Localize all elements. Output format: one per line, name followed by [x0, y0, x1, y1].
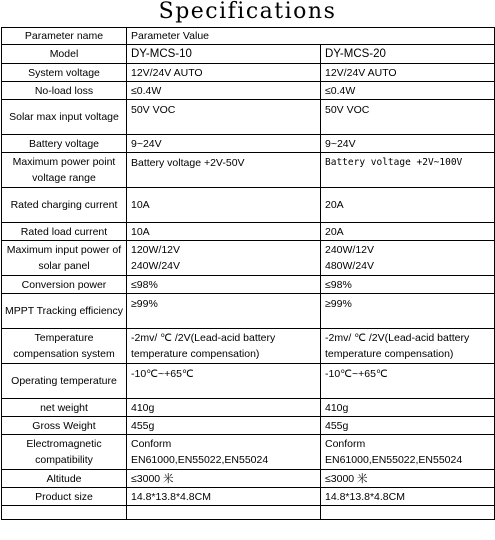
cell-value: ≤3000 米: [127, 470, 321, 488]
cell-value: 455g: [127, 417, 321, 435]
row-label: Solar max input voltage: [2, 100, 127, 135]
row-label: net weight: [2, 399, 127, 417]
header-parameter-value: Parameter Value: [127, 28, 495, 45]
table-row: [2, 100, 495, 135]
row-label: Altitude: [2, 470, 127, 488]
table-row: [2, 82, 495, 100]
cell-value: 9~24V: [127, 135, 321, 153]
cell-value: 20A: [321, 188, 495, 223]
cell-value: [321, 241, 495, 276]
spec-table: [1, 27, 495, 520]
table-row: [2, 435, 495, 470]
cell-value: ≥99%: [321, 294, 495, 329]
table-row: [2, 470, 495, 488]
cell-line: 240W/12V: [325, 244, 375, 256]
cell-value: 12V/24V AUTO: [127, 64, 321, 82]
cell-value: 455g: [321, 417, 495, 435]
table-row: [2, 153, 495, 188]
cell-line: Conform: [131, 438, 172, 450]
row-label: Model: [2, 45, 127, 64]
row-label: Gross Weight: [2, 417, 127, 435]
page-title: Specifications: [158, 0, 337, 24]
cell-value: 10A: [127, 188, 321, 223]
row-label: System voltage: [2, 64, 127, 82]
row-label: MPPT Tracking efficiency: [2, 294, 127, 329]
cell-value: ≤0.4W: [321, 82, 495, 100]
row-label: Battery voltage: [2, 135, 127, 153]
table-row: [2, 223, 495, 241]
row-label: Rated load current: [2, 223, 127, 241]
cell-line: 480W/24V: [325, 260, 375, 272]
cell-value: 20A: [321, 223, 495, 241]
row-label: Operating temperature: [2, 364, 127, 399]
cell-value: [127, 329, 321, 364]
cell-value: -10℃~+65℃: [127, 364, 321, 399]
cell-line: Conform: [325, 438, 366, 450]
cell-value: 50V VOC: [321, 100, 495, 135]
cell-value: 14.8*13.8*4.8CM: [321, 488, 495, 506]
cell-value: 10A: [127, 223, 321, 241]
table-row: [2, 294, 495, 329]
cell-value: -10℃~+65℃: [321, 364, 495, 399]
cell-value: 12V/24V AUTO: [321, 64, 495, 82]
table-row: [2, 276, 495, 294]
cell-value: 50V VOC: [127, 100, 321, 135]
model-a: DY-MCS-10: [127, 45, 321, 64]
row-label: Temperature compensation system: [2, 329, 127, 364]
cell-value: ≤3000 米: [321, 470, 495, 488]
cell-line: -2mv/ ℃ /2V(Lead-acid battery: [131, 332, 276, 344]
table-row: [2, 329, 495, 364]
cell-value: 410g: [321, 399, 495, 417]
table-row: [2, 399, 495, 417]
row-label: No-load loss: [2, 82, 127, 100]
cell-value: [127, 241, 321, 276]
cell-line: temperature compensation): [325, 348, 454, 360]
cell-line: -2mv/ ℃ /2V(Lead-acid battery: [325, 332, 470, 344]
cell-line: 120W/12V: [131, 244, 181, 256]
cell-line: EN61000,EN55022,EN55024: [325, 454, 463, 466]
table-row: [2, 45, 495, 64]
empty-cell: [2, 506, 127, 520]
table-row: [2, 488, 495, 506]
cell-value: 9~24V: [321, 135, 495, 153]
cell-value: [321, 435, 495, 470]
table-row: [2, 188, 495, 223]
cell-line: EN61000,EN55022,EN55024: [131, 454, 269, 466]
cell-line: 240W/24V: [131, 260, 181, 272]
cell-value: ≤98%: [127, 276, 321, 294]
table-row: [2, 64, 495, 82]
cell-line: temperature compensation): [131, 348, 260, 360]
table-row: [2, 364, 495, 399]
cell-value: 410g: [127, 399, 321, 417]
cell-value: Battery voltage +2V-50V: [127, 153, 321, 188]
table-row: [2, 241, 495, 276]
empty-cell: [321, 506, 495, 520]
empty-cell: [127, 506, 321, 520]
row-label: Electromagnetic compatibility: [2, 435, 127, 470]
empty-row: [2, 506, 495, 520]
cell-value: 14.8*13.8*4.8CM: [127, 488, 321, 506]
table-row: [2, 135, 495, 153]
row-label: Maximum input power of solar panel: [2, 241, 127, 276]
cell-value: [321, 329, 495, 364]
table-row: [2, 417, 495, 435]
table-header-row: [2, 28, 495, 45]
row-label: Product size: [2, 488, 127, 506]
row-label: Maximum power point voltage range: [2, 153, 127, 188]
cell-value: Battery voltage +2V~100V: [321, 153, 495, 188]
row-label: Conversion power: [2, 276, 127, 294]
cell-value: [127, 435, 321, 470]
cell-value: ≥99%: [127, 294, 321, 329]
row-label: Rated charging current: [2, 188, 127, 223]
cell-value: ≤98%: [321, 276, 495, 294]
model-b: DY-MCS-20: [321, 45, 495, 64]
header-parameter-name: Parameter name: [2, 28, 127, 45]
cell-value: ≤0.4W: [127, 82, 321, 100]
